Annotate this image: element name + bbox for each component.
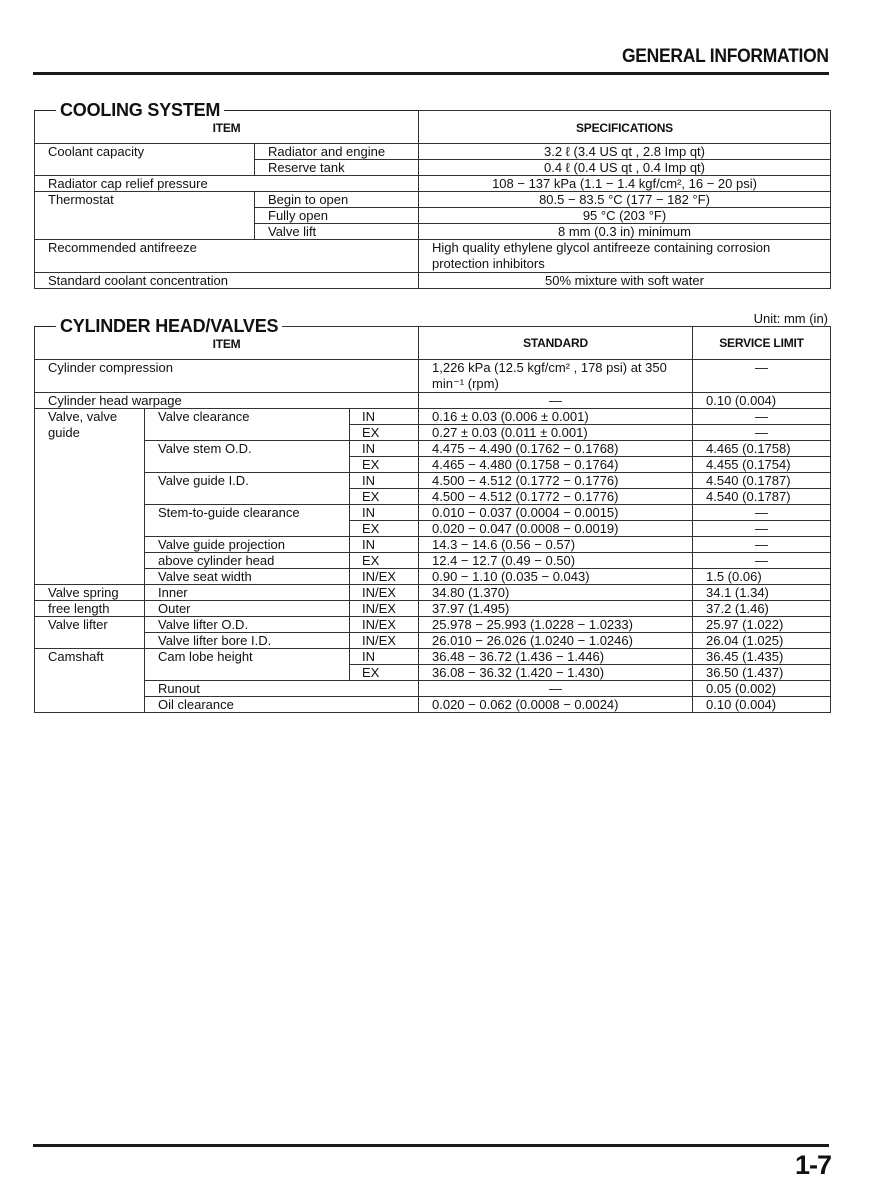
stem-od-ex-std: 4.465 − 4.480 (0.1758 − 0.1764) <box>419 457 693 473</box>
runout-label: Runout <box>145 681 419 697</box>
spring-outer-std: 37.97 (1.495) <box>419 601 693 617</box>
lifter-bore-label: Valve lifter bore I.D. <box>145 633 350 649</box>
guide-projection-in-limit: — <box>693 537 831 553</box>
stem-od-in-limit: 4.465 (0.1758) <box>693 441 831 457</box>
stem-guide-in: IN <box>350 505 419 521</box>
guide-projection-ex-limit: — <box>693 553 831 569</box>
cam-lobe-ex: EX <box>350 665 419 681</box>
thermostat-label: Thermostat <box>35 192 255 240</box>
valve-clearance-in: IN <box>350 409 419 425</box>
page-number: 1-7 <box>794 1150 831 1180</box>
valve-clearance-ex-limit: — <box>693 425 831 441</box>
spring-inner-limit: 34.1 (1.34) <box>693 585 831 601</box>
seat-width-side: IN/EX <box>350 569 419 585</box>
cylinder-header-item: ITEM <box>35 327 419 360</box>
warpage-limit: 0.10 (0.004) <box>693 393 831 409</box>
compression-label: Cylinder compression <box>35 360 419 393</box>
valve-guide-group-label: Valve, valve guide <box>35 409 145 585</box>
coolant-capacity-label: Coolant capacity <box>35 144 255 176</box>
warpage-label: Cylinder head warpage <box>35 393 419 409</box>
spring-inner-label: Inner <box>145 585 350 601</box>
cap-pressure-value: 108 − 137 kPa (1.1 − 1.4 kgf/cm², 16 − 20 psi) <box>419 176 831 192</box>
valve-clearance-in-limit: — <box>693 409 831 425</box>
cooling-system-title: COOLING SYSTEM <box>56 100 224 121</box>
cooling-header-spec: SPECIFICATIONS <box>419 111 831 144</box>
concentration-value: 50% mixture with soft water <box>419 273 831 289</box>
stem-od-label: Valve stem O.D. <box>145 441 350 473</box>
warpage-std: — <box>419 393 693 409</box>
fully-open-value: 95 °C (203 °F) <box>419 208 831 224</box>
guide-projection-ex: EX <box>350 553 419 569</box>
unit-label: Unit: mm (in) <box>753 311 828 326</box>
oil-clearance-label: Oil clearance <box>145 697 419 713</box>
guide-id-in-std: 4.500 − 4.512 (0.1772 − 0.1776) <box>419 473 693 489</box>
guide-id-ex: EX <box>350 489 419 505</box>
spring-outer-limit: 37.2 (1.46) <box>693 601 831 617</box>
seat-width-limit: 1.5 (0.06) <box>693 569 831 585</box>
stem-guide-ex-std: 0.020 − 0.047 (0.0008 − 0.0019) <box>419 521 693 537</box>
radiator-engine-value: 3.2 ℓ (3.4 US qt , 2.8 Imp qt) <box>419 144 831 160</box>
stem-guide-in-limit: — <box>693 505 831 521</box>
oil-clearance-std: 0.020 − 0.062 (0.0008 − 0.0024) <box>419 697 693 713</box>
cylinder-head-title: CYLINDER HEAD/VALVES <box>56 316 282 337</box>
compression-limit: — <box>693 360 831 393</box>
reserve-tank-label: Reserve tank <box>255 160 419 176</box>
lifter-od-std: 25.978 − 25.993 (1.0228 − 1.0233) <box>419 617 693 633</box>
stem-guide-label: Stem-to-guide clearance <box>145 505 350 537</box>
radiator-engine-label: Radiator and engine <box>255 144 419 160</box>
cylinder-header-standard: STANDARD <box>419 327 693 360</box>
cam-lobe-in-std: 36.48 − 36.72 (1.436 − 1.446) <box>419 649 693 665</box>
spring-inner-std: 34.80 (1.370) <box>419 585 693 601</box>
footer-rule <box>33 1144 829 1147</box>
spring-outer-side: IN/EX <box>350 601 419 617</box>
guide-projection-in-std: 14.3 − 14.6 (0.56 − 0.57) <box>419 537 693 553</box>
cylinder-title-corner <box>34 326 54 327</box>
stem-od-in-std: 4.475 − 4.490 (0.1762 − 0.1768) <box>419 441 693 457</box>
guide-id-in: IN <box>350 473 419 489</box>
seat-width-label: Valve seat width <box>145 569 350 585</box>
valve-lift-label: Valve lift <box>255 224 419 240</box>
runout-std: — <box>419 681 693 697</box>
antifreeze-label: Recommended antifreeze <box>35 240 419 273</box>
oil-clearance-limit: 0.10 (0.004) <box>693 697 831 713</box>
guide-id-ex-std: 4.500 − 4.512 (0.1772 − 0.1776) <box>419 489 693 505</box>
cylinder-head-table <box>34 326 831 713</box>
page-header-title: GENERAL INFORMATION <box>622 46 829 67</box>
valve-lifter-label: Valve lifter <box>35 617 145 649</box>
valve-clearance-ex: EX <box>350 425 419 441</box>
guide-id-label: Valve guide I.D. <box>145 473 350 505</box>
cam-lobe-ex-std: 36.08 − 36.32 (1.420 − 1.430) <box>419 665 693 681</box>
guide-id-in-limit: 4.540 (0.1787) <box>693 473 831 489</box>
valve-spring-label-1: Valve spring <box>35 585 145 601</box>
valve-clearance-ex-std: 0.27 ± 0.03 (0.011 ± 0.001) <box>419 425 693 441</box>
cooling-title-corner <box>34 110 54 111</box>
guide-id-ex-limit: 4.540 (0.1787) <box>693 489 831 505</box>
stem-od-ex: EX <box>350 457 419 473</box>
fully-open-label: Fully open <box>255 208 419 224</box>
stem-guide-ex: EX <box>350 521 419 537</box>
concentration-label: Standard coolant concentration <box>35 273 419 289</box>
stem-od-ex-limit: 4.455 (0.1754) <box>693 457 831 473</box>
lifter-bore-side: IN/EX <box>350 633 419 649</box>
cooling-header-item: ITEM <box>35 111 419 144</box>
stem-od-in: IN <box>350 441 419 457</box>
lifter-bore-std: 26.010 − 26.026 (1.0240 − 1.0246) <box>419 633 693 649</box>
guide-projection-label-2: above cylinder head <box>145 553 350 569</box>
begin-open-value: 80.5 − 83.5 °C (177 − 182 °F) <box>419 192 831 208</box>
stem-guide-ex-limit: — <box>693 521 831 537</box>
cylinder-header-limit: SERVICE LIMIT <box>693 327 831 360</box>
cam-lobe-in-limit: 36.45 (1.435) <box>693 649 831 665</box>
valve-lift-value: 8 mm (0.3 in) minimum <box>419 224 831 240</box>
antifreeze-value: High quality ethylene glycol antifreeze containing corrosion protection inhibitors <box>419 240 831 273</box>
guide-projection-ex-std: 12.4 − 12.7 (0.49 − 0.50) <box>419 553 693 569</box>
cam-lobe-ex-limit: 36.50 (1.437) <box>693 665 831 681</box>
reserve-tank-value: 0.4 ℓ (0.4 US qt , 0.4 Imp qt) <box>419 160 831 176</box>
lifter-bore-limit: 26.04 (1.025) <box>693 633 831 649</box>
seat-width-std: 0.90 − 1.10 (0.035 − 0.043) <box>419 569 693 585</box>
guide-projection-label-1: Valve guide projection <box>145 537 350 553</box>
spring-inner-side: IN/EX <box>350 585 419 601</box>
lifter-od-side: IN/EX <box>350 617 419 633</box>
begin-open-label: Begin to open <box>255 192 419 208</box>
lifter-od-label: Valve lifter O.D. <box>145 617 350 633</box>
cooling-system-table <box>34 110 831 289</box>
camshaft-label: Camshaft <box>35 649 145 713</box>
compression-std: 1,226 kPa (12.5 kgf/cm² , 178 psi) at 350 min⁻¹ (rpm) <box>419 360 693 393</box>
spring-outer-label: Outer <box>145 601 350 617</box>
valve-spring-label-2: free length <box>35 601 145 617</box>
valve-clearance-in-std: 0.16 ± 0.03 (0.006 ± 0.001) <box>419 409 693 425</box>
header-rule <box>33 72 829 75</box>
guide-projection-in: IN <box>350 537 419 553</box>
cam-lobe-in: IN <box>350 649 419 665</box>
stem-guide-in-std: 0.010 − 0.037 (0.0004 − 0.0015) <box>419 505 693 521</box>
lifter-od-limit: 25.97 (1.022) <box>693 617 831 633</box>
runout-limit: 0.05 (0.002) <box>693 681 831 697</box>
cam-lobe-label: Cam lobe height <box>145 649 350 681</box>
cap-pressure-label: Radiator cap relief pressure <box>35 176 419 192</box>
valve-clearance-label: Valve clearance <box>145 409 350 441</box>
